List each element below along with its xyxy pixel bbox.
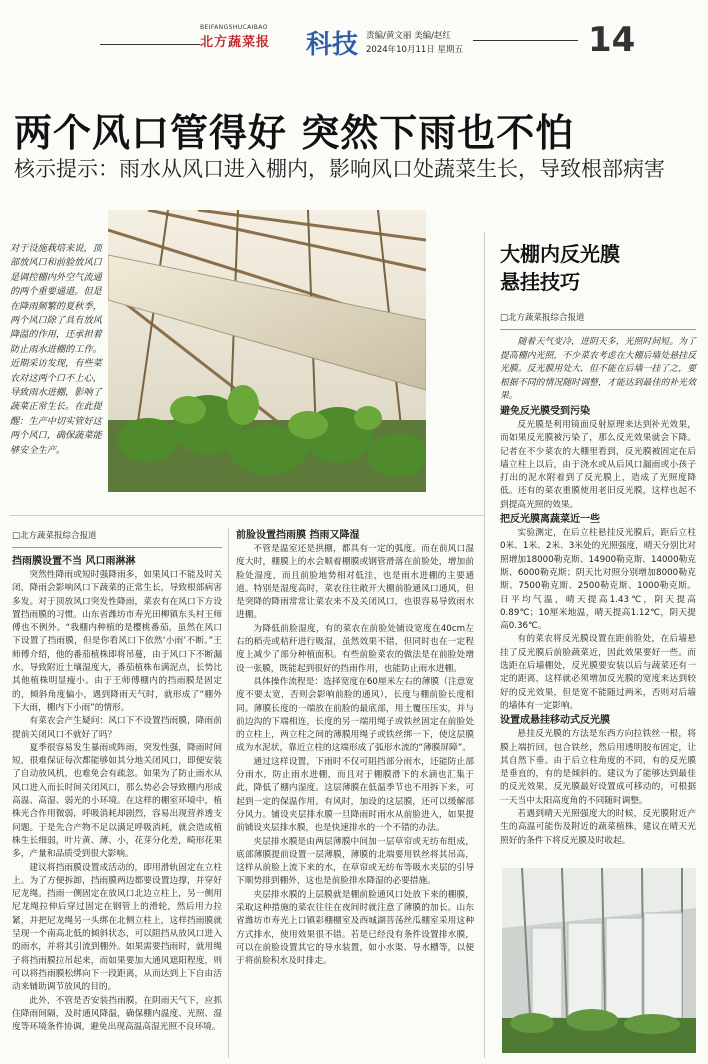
section-divider [10, 515, 484, 516]
sidebar-intro: 随着天气变冷，进阴天多，光照时间短。为了提高棚内光照，不少菜农考虑在大棚后墙处悬挂反光膜。反光膜用处大，但不能在后墙一挂了之，要根据不同的情况随时调整，才能达到最佳的补光效果。 [500, 337, 696, 402]
paragraph: 为降低前脸湿度，有的菜农在前脸处铺设宽度在40cm左右的稻壳或秸秆进行吸湿，虽然效果不错，但同时也在一定程度上减少了部分种植面积。有些前脸菜农的做法是在前脸处增设一张膜，既能起到很好的挡雨作用，也能防止雨水进棚。 [236, 623, 474, 674]
paragraph: 有的菜农将反光膜设置在距前脸处，在后墙悬挂了反光膜后前脸蔬菜近，因此效果要好一些。而选距在后墙棚处，反光膜要安装以后与蔬菜还有一定的距离，这样就必须增加反光膜的宽度来达到较好的反光效果，但是宽不能随过两米，否则对后墙的墙体有一定影响。 [500, 634, 696, 711]
paragraph: 若遇到晴天光照强度大的时候，反光膜附近产生的高温可能伤及附近的蔬菜植株，建议在晴天光照好的条件下将反光膜及时收起。 [500, 808, 696, 846]
brand-pinyin: BEIFANGSHUCAIBAO [200, 24, 268, 31]
paragraph: 通过这样设置，下雨时不仅可阻挡部分雨水，还能防止部分雨水，防止雨水进棚，而且对于棚膜滑下的水滴也汇集于此，降低了棚内湿度。这层薄膜在低温季节也不用拆下来，可起到一定的保温作用。有风时，加设的这层膜，还可以缓解部分风力。铺设夹层排水膜一旦降雨时雨水从前脸进入，如果提前铺设夹层排水膜，也是快速排水的一个不错的办法。 [236, 756, 474, 834]
sidebar-title-line: 悬挂技巧 [500, 270, 580, 294]
byline-rule [500, 329, 696, 330]
section-name: 科技 [306, 30, 359, 60]
issue-date: 2024年10月11日 星期五 [366, 45, 463, 55]
column-divider [228, 528, 229, 1058]
sidebar-heading: 避免反光膜受到污染 [500, 405, 590, 417]
masthead-rule-right [473, 40, 578, 41]
paragraph: 此外，不管是否安装挡雨膜，在阴雨天气下，应抓住降雨间隔，及时通风降温，确保棚内温度、光照、湿度等环境条件协调，避免出现高温高湿光照不良环境。 [12, 995, 222, 1033]
page-number: 14 [588, 20, 636, 60]
paragraph: 突然性降雨或短时强降雨多，如果风口不能及时关闭，降雨会影响风口下蔬菜的正常生长，导致根部病害多发。对于顶放风口突发性降雨，菜农有在风口下方设置挡雨膜的习惯。山东省潍坊市寿光田柳镇东头村王师傅也不例外。“我棚内种植的是樱桃番茄，虽然在风口下设置了挡雨膜，但是你看风口下依然‘小雨’不断。”王师傅介绍，他的番茄植株即将吊蔓，由于风口下不断漏水，导致附近土壤湿度大，番茄植株布满泥点，长势比其他植株明显瘦小。由于王师傅棚内的挡雨膜是固定的，倾斜角度偏小，遇到降雨天气时，就形成了“棚外下大雨，棚内下小雨”的情形。 [12, 570, 222, 713]
section-heading: 前脸设置挡雨膜 挡雨又降湿 [236, 530, 360, 541]
sidebar-heading: 把反光膜离蔬菜近一些 [500, 514, 600, 526]
brand-name: 北方蔬菜报 [200, 35, 271, 50]
paragraph: 悬挂反光膜的方法是东西方向拉铁丝一根，将膜上端折回，包合铁丝，然后用透明胶布固定，让其自然下垂。由于后立柱角度的不同，有的反光膜是垂直的，有的是倾斜的。建议为了能够达到最佳的反光效果，反光膜最好设置成可移动的，可根据一天当中太阳高度角的不同随时调整。 [500, 729, 696, 806]
article-byline: □北方蔬菜报综合报道 [12, 531, 97, 541]
paragraph: 夹层排水膜的上层膜就是棚前脸通风口处放下来的棚膜，采取这种措施的菜农往往在夜间时就注意了薄膜的加长。山东省潍坊市寿光上口镇彩棚棚室及西城湖菩荡丝瓜棚室采用这种方式排水，使用效果很不错。若是已经没有条件设置排水膜，可以在前脸设置其它的导水装置，如小水渠、导水槽等，以便于将前脸积水及时排走。 [236, 889, 474, 967]
article-column-1 [12, 530, 222, 1034]
paragraph: 建议将挡雨膜设置成活动的，即用滑轨固定在立柱上。为了方便拆卸，挡雨膜两边都要设置边撑，并穿好尼龙绳。挡雨一侧固定在放风口北边立柱上，另一侧用尼龙绳拉伸后穿过固定在钢管上的滑轮，然后用力拉紧，并把尼龙绳另一头绑在北侧立柱上，这样挡雨膜就呈现一个南高北低的倾斜状态，可以阻挡从放风口进入的雨水，并将其引流到棚外。如果需要挡雨时，就用绳子将挡雨膜拉吊起来，而如果要加大通风遮阳程度，则可以将挡雨膜松绑向下一段距离，从而达到上下自由活动来辅助调节放风的目的。 [12, 862, 222, 993]
paragraph: 实验测定，在后立柱悬挂反光膜后，距后立柱0米、1米、2米、3米处的光照强度，晴天分别比对照增加18000勒克斯、14900勒克斯、14000勒克斯、6000勒克斯；阴天比对照分别增加8000勒克斯、7500勒克斯、2500勒克斯、1000勒克斯。日平均气温，晴天提高1.43℃，阴天提高0.89℃；10厘米地温，晴天提高1.12℃，阴天提高0.36℃。 [500, 528, 696, 632]
column-divider [484, 232, 485, 1058]
sidebar-column [500, 312, 696, 848]
byline-rule [12, 547, 222, 548]
editorial-lead: 对于设施栽培来说，顶部放风口和前脸放风口是调控棚内外空气流通的两个重要通道。但是在降雨频繁的夏秋季，两个风口除了具有放风降温的作用，还承担着防止雨水进棚的工作。近期采访发现，有些菜农对这两个口不上心，导致雨水进棚，影响了蔬菜正常生长。在此提醒：生产中切实管好这两个风口，确保蔬菜能够安全生产。 [10, 243, 102, 456]
sidebar-heading: 设置成悬挂移动式反光膜 [500, 715, 610, 727]
paragraph: 夏季很容易发生暴雨或阵雨，突发性强，降雨时间短，很难保证每次都能够如其分地关闭风口，即便安装了自动放风机，也难免会有疏忽。如果为了防止雨水从风口进入而长时间关闭风口，那么势必会导致棚内形成高温、高湿、弱光的小环境。在这样的棚室环境中，植株光合作用微弱，呼吸消耗却剧烈，容易出现营养透支问题。于是先合产物不足以满足呼吸消耗，就会造成植株生长细弱，叶片黄、薄、小，花芽分化差，畸形花果多，产量和品质受到很大影响。 [12, 742, 222, 860]
sidebar-title [500, 240, 690, 296]
sidebar-byline: □北方蔬菜报综合报道 [500, 313, 585, 323]
editor-info: 责编/黄文丽 美编/赵红 [366, 31, 451, 41]
paragraph: 不管是温室还是拱棚，都具有一定的弧度。而在前风口湿度大时，棚膜上的水会顺着棚膜或钢管滑落在前脸处，增加前脸处湿度，而且前脸地势相对低洼，也是雨水进棚的主要通道。特别是湿度高时，菜农往往敞开大棚前脸通风口通风，但是突降的降雨常常让菜农来不及关闭风口，也很容易导致雨水进棚。 [236, 544, 474, 621]
paragraph: 反光膜是利用镜面反射原理来达到补光效果，而如果反光膜被污染了，那么反光效果就会下降。记者在不少菜农的大棚里看到，反光膜被固定在后墙立柱上以后，由于浇水或从后风口漏雨或小孩子打出的泥水附着到了反光膜上，造成了光照度降低。还有的菜农重膜使用老旧反光膜，这样也起不到提高光照的效果。 [500, 419, 696, 510]
subheadline: 核示提示：雨水从风口进入棚内，影响风口处蔬菜生长，导致根部病害 [14, 157, 665, 181]
reflective-film-photo [502, 868, 696, 1053]
headline: 两个风口管得好 突然下雨也不怕 [14, 111, 575, 155]
sidebar-title-line: 大棚内反光膜 [500, 242, 620, 266]
masthead-rule-left [100, 44, 200, 45]
article-column-2 [236, 528, 474, 969]
greenhouse-interior-photo [108, 210, 426, 492]
section-heading: 挡雨膜设置不当 风口雨淋淋 [12, 556, 136, 567]
paragraph: 具体操作流程是：选择宽度在60厘米左右的薄膜（注意宽度不要太宽，否则会影响前脸的通风），长度与棚前脸长度相同。薄膜长度的一端放在前脸的最底部，用土覆压压实，并与前边沟的下端相连，长度的另一端用绳子或铁丝固定在前脸处的立柱上，两立柱之间的薄膜用绳子或铁丝绑一下，使这层膜成为水泥状，靠近立柱的这端形成了弧形水流的“薄膜屏障”。 [236, 676, 474, 754]
paragraph: 有菜农会产生疑问：风口下不设置挡雨膜，降雨前提前关闭风口不就好了吗？ [12, 716, 222, 740]
paragraph: 夹层排水膜是由两层薄膜中间加一层草帘或无纺布组成，底部薄膜提前设置一层薄膜，薄膜的北端要用铁丝将其吊高，这样从前脸上流下来的水，在草帘或无纺布等吸水夹层的引导下顺势排到棚外，这也是前脸排水降湿的必要措施。 [236, 836, 474, 887]
